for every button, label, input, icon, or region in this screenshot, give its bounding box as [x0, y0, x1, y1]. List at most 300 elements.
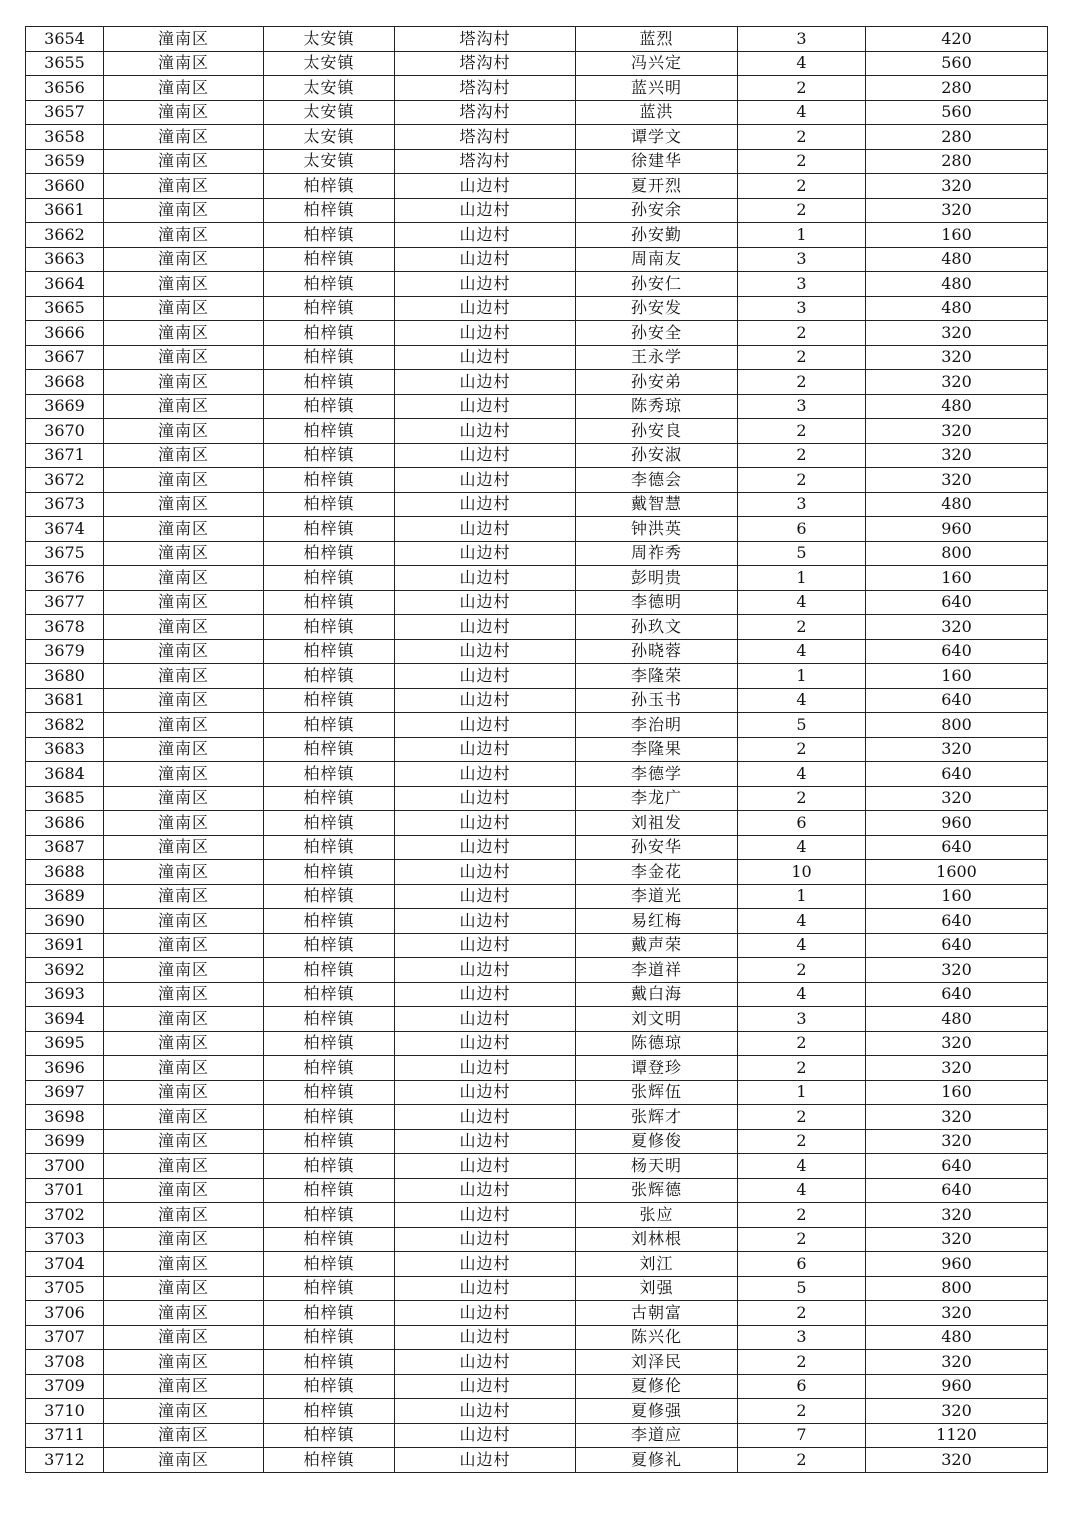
town-cell: 柏梓镇: [264, 1031, 395, 1056]
district-cell: 潼南区: [104, 590, 264, 615]
table-row: [26, 835, 1048, 860]
table-row: [26, 1325, 1048, 1350]
town-cell: 柏梓镇: [264, 1448, 395, 1473]
town-cell: 柏梓镇: [264, 443, 395, 468]
district-cell: 潼南区: [104, 835, 264, 860]
row-number-cell: 3667: [26, 345, 104, 370]
name-cell: 张辉伍: [576, 1080, 738, 1105]
household-count-cell: 4: [738, 1178, 866, 1203]
amount-cell: 480: [866, 272, 1048, 297]
name-cell: 李金花: [576, 860, 738, 885]
table-row: [26, 1203, 1048, 1228]
village-cell: 山边村: [395, 1080, 576, 1105]
town-cell: 太安镇: [264, 125, 395, 150]
village-cell: 山边村: [395, 443, 576, 468]
name-cell: 李德会: [576, 468, 738, 493]
household-count-cell: 2: [738, 1203, 866, 1228]
household-count-cell: 6: [738, 1374, 866, 1399]
name-cell: 李治明: [576, 713, 738, 738]
town-cell: 柏梓镇: [264, 1178, 395, 1203]
district-cell: 潼南区: [104, 1007, 264, 1032]
amount-cell: 640: [866, 762, 1048, 787]
household-count-cell: 5: [738, 1276, 866, 1301]
amount-cell: 320: [866, 1203, 1048, 1228]
table-row: [26, 1276, 1048, 1301]
name-cell: 蓝兴明: [576, 76, 738, 101]
household-count-cell: 2: [738, 958, 866, 983]
town-cell: 柏梓镇: [264, 1105, 395, 1130]
village-cell: 山边村: [395, 321, 576, 346]
row-number-cell: 3701: [26, 1178, 104, 1203]
name-cell: 古朝富: [576, 1301, 738, 1326]
table-row: [26, 370, 1048, 395]
household-count-cell: 2: [738, 1105, 866, 1130]
district-cell: 潼南区: [104, 566, 264, 591]
amount-cell: 320: [866, 198, 1048, 223]
amount-cell: 320: [866, 737, 1048, 762]
table-row: [26, 1448, 1048, 1473]
village-cell: 山边村: [395, 1154, 576, 1179]
town-cell: 柏梓镇: [264, 1252, 395, 1277]
amount-cell: 800: [866, 713, 1048, 738]
household-count-cell: 5: [738, 713, 866, 738]
town-cell: 柏梓镇: [264, 1080, 395, 1105]
table-row: [26, 713, 1048, 738]
village-cell: 山边村: [395, 1374, 576, 1399]
amount-cell: 320: [866, 345, 1048, 370]
table-row: [26, 1374, 1048, 1399]
village-cell: 山边村: [395, 1129, 576, 1154]
town-cell: 柏梓镇: [264, 1007, 395, 1032]
table-row: [26, 492, 1048, 517]
village-cell: 山边村: [395, 1227, 576, 1252]
town-cell: 柏梓镇: [264, 517, 395, 542]
town-cell: 柏梓镇: [264, 933, 395, 958]
amount-cell: 320: [866, 1129, 1048, 1154]
row-number-cell: 3658: [26, 125, 104, 150]
town-cell: 柏梓镇: [264, 639, 395, 664]
village-cell: 山边村: [395, 1325, 576, 1350]
name-cell: 夏修伦: [576, 1374, 738, 1399]
village-cell: 山边村: [395, 884, 576, 909]
name-cell: 戴声荣: [576, 933, 738, 958]
village-cell: 山边村: [395, 1178, 576, 1203]
amount-cell: 640: [866, 688, 1048, 713]
table-row: [26, 149, 1048, 174]
district-cell: 潼南区: [104, 615, 264, 640]
village-cell: 山边村: [395, 1276, 576, 1301]
table-row: [26, 223, 1048, 248]
table-row: [26, 1350, 1048, 1375]
amount-cell: 320: [866, 1301, 1048, 1326]
row-number-cell: 3707: [26, 1325, 104, 1350]
name-cell: 钟洪英: [576, 517, 738, 542]
town-cell: 柏梓镇: [264, 590, 395, 615]
table-row: [26, 517, 1048, 542]
table-row: [26, 100, 1048, 125]
village-cell: 山边村: [395, 1252, 576, 1277]
table-row: [26, 76, 1048, 101]
table-row: [26, 811, 1048, 836]
name-cell: 徐建华: [576, 149, 738, 174]
village-cell: 塔沟村: [395, 100, 576, 125]
row-number-cell: 3703: [26, 1227, 104, 1252]
name-cell: 戴智慧: [576, 492, 738, 517]
district-cell: 潼南区: [104, 958, 264, 983]
row-number-cell: 3668: [26, 370, 104, 395]
amount-cell: 800: [866, 1276, 1048, 1301]
town-cell: 柏梓镇: [264, 909, 395, 934]
amount-cell: 480: [866, 394, 1048, 419]
table-row: [26, 1080, 1048, 1105]
row-number-cell: 3692: [26, 958, 104, 983]
name-cell: 杨天明: [576, 1154, 738, 1179]
table-row: [26, 345, 1048, 370]
household-count-cell: 2: [738, 786, 866, 811]
town-cell: 柏梓镇: [264, 419, 395, 444]
amount-cell: 640: [866, 835, 1048, 860]
village-cell: 山边村: [395, 713, 576, 738]
amount-cell: 160: [866, 1080, 1048, 1105]
name-cell: 刘泽民: [576, 1350, 738, 1375]
name-cell: 孙安全: [576, 321, 738, 346]
table-row: [26, 688, 1048, 713]
village-cell: 山边村: [395, 1423, 576, 1448]
town-cell: 柏梓镇: [264, 762, 395, 787]
name-cell: 李龙广: [576, 786, 738, 811]
row-number-cell: 3704: [26, 1252, 104, 1277]
name-cell: 刘林根: [576, 1227, 738, 1252]
row-number-cell: 3700: [26, 1154, 104, 1179]
row-number-cell: 3708: [26, 1350, 104, 1375]
table-row: [26, 884, 1048, 909]
name-cell: 孙安淑: [576, 443, 738, 468]
household-count-cell: 2: [738, 1227, 866, 1252]
row-number-cell: 3663: [26, 247, 104, 272]
amount-cell: 320: [866, 443, 1048, 468]
amount-cell: 320: [866, 1350, 1048, 1375]
row-number-cell: 3712: [26, 1448, 104, 1473]
table-row: [26, 296, 1048, 321]
name-cell: 冯兴定: [576, 51, 738, 76]
household-count-cell: 2: [738, 76, 866, 101]
table-row: [26, 125, 1048, 150]
name-cell: 孙安华: [576, 835, 738, 860]
household-count-cell: 4: [738, 982, 866, 1007]
household-count-cell: 2: [738, 198, 866, 223]
amount-cell: 320: [866, 1448, 1048, 1473]
household-count-cell: 4: [738, 835, 866, 860]
amount-cell: 420: [866, 27, 1048, 52]
amount-cell: 320: [866, 786, 1048, 811]
table-row: [26, 1227, 1048, 1252]
district-cell: 潼南区: [104, 639, 264, 664]
household-count-cell: 2: [738, 615, 866, 640]
district-cell: 潼南区: [104, 27, 264, 52]
town-cell: 柏梓镇: [264, 1325, 395, 1350]
district-cell: 潼南区: [104, 982, 264, 1007]
household-count-cell: 2: [738, 1448, 866, 1473]
table-body: [26, 27, 1048, 1473]
amount-cell: 160: [866, 664, 1048, 689]
village-cell: 山边村: [395, 296, 576, 321]
name-cell: 李德学: [576, 762, 738, 787]
town-cell: 柏梓镇: [264, 296, 395, 321]
row-number-cell: 3694: [26, 1007, 104, 1032]
table-row: [26, 443, 1048, 468]
town-cell: 柏梓镇: [264, 1203, 395, 1228]
amount-cell: 280: [866, 76, 1048, 101]
town-cell: 柏梓镇: [264, 345, 395, 370]
name-cell: 刘江: [576, 1252, 738, 1277]
district-cell: 潼南区: [104, 933, 264, 958]
table-row: [26, 1252, 1048, 1277]
town-cell: 柏梓镇: [264, 1350, 395, 1375]
village-cell: 山边村: [395, 492, 576, 517]
district-cell: 潼南区: [104, 247, 264, 272]
household-count-cell: 2: [738, 345, 866, 370]
name-cell: 陈兴化: [576, 1325, 738, 1350]
row-number-cell: 3678: [26, 615, 104, 640]
amount-cell: 320: [866, 1399, 1048, 1424]
town-cell: 柏梓镇: [264, 786, 395, 811]
table-row: [26, 468, 1048, 493]
household-count-cell: 4: [738, 762, 866, 787]
row-number-cell: 3685: [26, 786, 104, 811]
row-number-cell: 3699: [26, 1129, 104, 1154]
household-count-cell: 2: [738, 370, 866, 395]
amount-cell: 480: [866, 296, 1048, 321]
district-cell: 潼南区: [104, 1448, 264, 1473]
name-cell: 张应: [576, 1203, 738, 1228]
district-cell: 潼南区: [104, 100, 264, 125]
household-count-cell: 1: [738, 884, 866, 909]
household-count-cell: 2: [738, 1031, 866, 1056]
town-cell: 柏梓镇: [264, 321, 395, 346]
household-count-cell: 2: [738, 125, 866, 150]
amount-cell: 320: [866, 419, 1048, 444]
name-cell: 孙安余: [576, 198, 738, 223]
amount-cell: 640: [866, 1178, 1048, 1203]
village-cell: 山边村: [395, 1448, 576, 1473]
town-cell: 柏梓镇: [264, 370, 395, 395]
name-cell: 孙玉书: [576, 688, 738, 713]
village-cell: 山边村: [395, 174, 576, 199]
row-number-cell: 3664: [26, 272, 104, 297]
name-cell: 李道应: [576, 1423, 738, 1448]
district-cell: 潼南区: [104, 272, 264, 297]
amount-cell: 640: [866, 639, 1048, 664]
row-number-cell: 3693: [26, 982, 104, 1007]
village-cell: 山边村: [395, 1399, 576, 1424]
village-cell: 山边村: [395, 1031, 576, 1056]
town-cell: 柏梓镇: [264, 958, 395, 983]
table-row: [26, 615, 1048, 640]
village-cell: 山边村: [395, 688, 576, 713]
town-cell: 柏梓镇: [264, 811, 395, 836]
household-count-cell: 7: [738, 1423, 866, 1448]
household-count-cell: 2: [738, 1129, 866, 1154]
village-cell: 山边村: [395, 1350, 576, 1375]
village-cell: 山边村: [395, 909, 576, 934]
district-cell: 潼南区: [104, 1227, 264, 1252]
amount-cell: 960: [866, 811, 1048, 836]
district-cell: 潼南区: [104, 1105, 264, 1130]
row-number-cell: 3660: [26, 174, 104, 199]
village-cell: 山边村: [395, 468, 576, 493]
amount-cell: 320: [866, 174, 1048, 199]
name-cell: 周祚秀: [576, 541, 738, 566]
name-cell: 孙安弟: [576, 370, 738, 395]
table-row: [26, 247, 1048, 272]
district-cell: 潼南区: [104, 76, 264, 101]
town-cell: 柏梓镇: [264, 713, 395, 738]
village-cell: 山边村: [395, 541, 576, 566]
district-cell: 潼南区: [104, 1178, 264, 1203]
table-row: [26, 51, 1048, 76]
household-count-cell: 4: [738, 1154, 866, 1179]
row-number-cell: 3655: [26, 51, 104, 76]
table-row: [26, 860, 1048, 885]
table-row: [26, 1007, 1048, 1032]
district-cell: 潼南区: [104, 1154, 264, 1179]
town-cell: 柏梓镇: [264, 615, 395, 640]
name-cell: 刘强: [576, 1276, 738, 1301]
village-cell: 山边村: [395, 223, 576, 248]
amount-cell: 480: [866, 247, 1048, 272]
name-cell: 夏修礼: [576, 1448, 738, 1473]
village-cell: 山边村: [395, 345, 576, 370]
table-row: [26, 1154, 1048, 1179]
village-cell: 山边村: [395, 835, 576, 860]
household-count-cell: 4: [738, 639, 866, 664]
town-cell: 柏梓镇: [264, 247, 395, 272]
row-number-cell: 3677: [26, 590, 104, 615]
village-cell: 山边村: [395, 247, 576, 272]
name-cell: 张辉德: [576, 1178, 738, 1203]
name-cell: 刘文明: [576, 1007, 738, 1032]
district-cell: 潼南区: [104, 1252, 264, 1277]
row-number-cell: 3665: [26, 296, 104, 321]
row-number-cell: 3695: [26, 1031, 104, 1056]
household-count-cell: 3: [738, 492, 866, 517]
town-cell: 太安镇: [264, 51, 395, 76]
amount-cell: 640: [866, 1154, 1048, 1179]
amount-cell: 320: [866, 468, 1048, 493]
amount-cell: 640: [866, 982, 1048, 1007]
amount-cell: 480: [866, 1325, 1048, 1350]
table-row: [26, 541, 1048, 566]
district-cell: 潼南区: [104, 419, 264, 444]
row-number-cell: 3684: [26, 762, 104, 787]
row-number-cell: 3654: [26, 27, 104, 52]
village-cell: 山边村: [395, 370, 576, 395]
household-count-cell: 3: [738, 247, 866, 272]
row-number-cell: 3666: [26, 321, 104, 346]
table-row: [26, 1129, 1048, 1154]
table-row: [26, 933, 1048, 958]
town-cell: 柏梓镇: [264, 468, 395, 493]
village-cell: 山边村: [395, 566, 576, 591]
district-cell: 潼南区: [104, 174, 264, 199]
town-cell: 柏梓镇: [264, 1301, 395, 1326]
table-row: [26, 1423, 1048, 1448]
district-cell: 潼南区: [104, 394, 264, 419]
town-cell: 柏梓镇: [264, 1276, 395, 1301]
row-number-cell: 3690: [26, 909, 104, 934]
village-cell: 山边村: [395, 982, 576, 1007]
row-number-cell: 3680: [26, 664, 104, 689]
name-cell: 王永学: [576, 345, 738, 370]
village-cell: 山边村: [395, 198, 576, 223]
name-cell: 李隆果: [576, 737, 738, 762]
village-cell: 山边村: [395, 786, 576, 811]
household-count-cell: 6: [738, 811, 866, 836]
row-number-cell: 3661: [26, 198, 104, 223]
table-row: [26, 1056, 1048, 1081]
table-row: [26, 762, 1048, 787]
household-count-cell: 3: [738, 296, 866, 321]
district-cell: 潼南区: [104, 909, 264, 934]
amount-cell: 480: [866, 1007, 1048, 1032]
household-count-cell: 1: [738, 1080, 866, 1105]
amount-cell: 640: [866, 933, 1048, 958]
name-cell: 夏开烈: [576, 174, 738, 199]
town-cell: 太安镇: [264, 27, 395, 52]
district-cell: 潼南区: [104, 786, 264, 811]
village-cell: 山边村: [395, 664, 576, 689]
district-cell: 潼南区: [104, 1374, 264, 1399]
amount-cell: 320: [866, 615, 1048, 640]
household-count-cell: 6: [738, 1252, 866, 1277]
district-cell: 潼南区: [104, 860, 264, 885]
row-number-cell: 3673: [26, 492, 104, 517]
amount-cell: 320: [866, 1031, 1048, 1056]
district-cell: 潼南区: [104, 125, 264, 150]
town-cell: 太安镇: [264, 100, 395, 125]
row-number-cell: 3674: [26, 517, 104, 542]
household-count-cell: 4: [738, 100, 866, 125]
amount-cell: 560: [866, 100, 1048, 125]
district-cell: 潼南区: [104, 1350, 264, 1375]
district-cell: 潼南区: [104, 517, 264, 542]
village-cell: 山边村: [395, 1007, 576, 1032]
village-cell: 塔沟村: [395, 76, 576, 101]
district-cell: 潼南区: [104, 1129, 264, 1154]
household-count-cell: 3: [738, 394, 866, 419]
district-cell: 潼南区: [104, 1325, 264, 1350]
town-cell: 柏梓镇: [264, 1129, 395, 1154]
table-row: [26, 639, 1048, 664]
row-number-cell: 3675: [26, 541, 104, 566]
table-row: [26, 1301, 1048, 1326]
town-cell: 柏梓镇: [264, 860, 395, 885]
amount-cell: 320: [866, 1105, 1048, 1130]
row-number-cell: 3702: [26, 1203, 104, 1228]
town-cell: 太安镇: [264, 149, 395, 174]
village-cell: 山边村: [395, 1301, 576, 1326]
row-number-cell: 3681: [26, 688, 104, 713]
row-number-cell: 3670: [26, 419, 104, 444]
table-row: [26, 737, 1048, 762]
name-cell: 张辉才: [576, 1105, 738, 1130]
table-row: [26, 1399, 1048, 1424]
row-number-cell: 3687: [26, 835, 104, 860]
district-cell: 潼南区: [104, 492, 264, 517]
village-cell: 山边村: [395, 615, 576, 640]
row-number-cell: 3671: [26, 443, 104, 468]
row-number-cell: 3691: [26, 933, 104, 958]
